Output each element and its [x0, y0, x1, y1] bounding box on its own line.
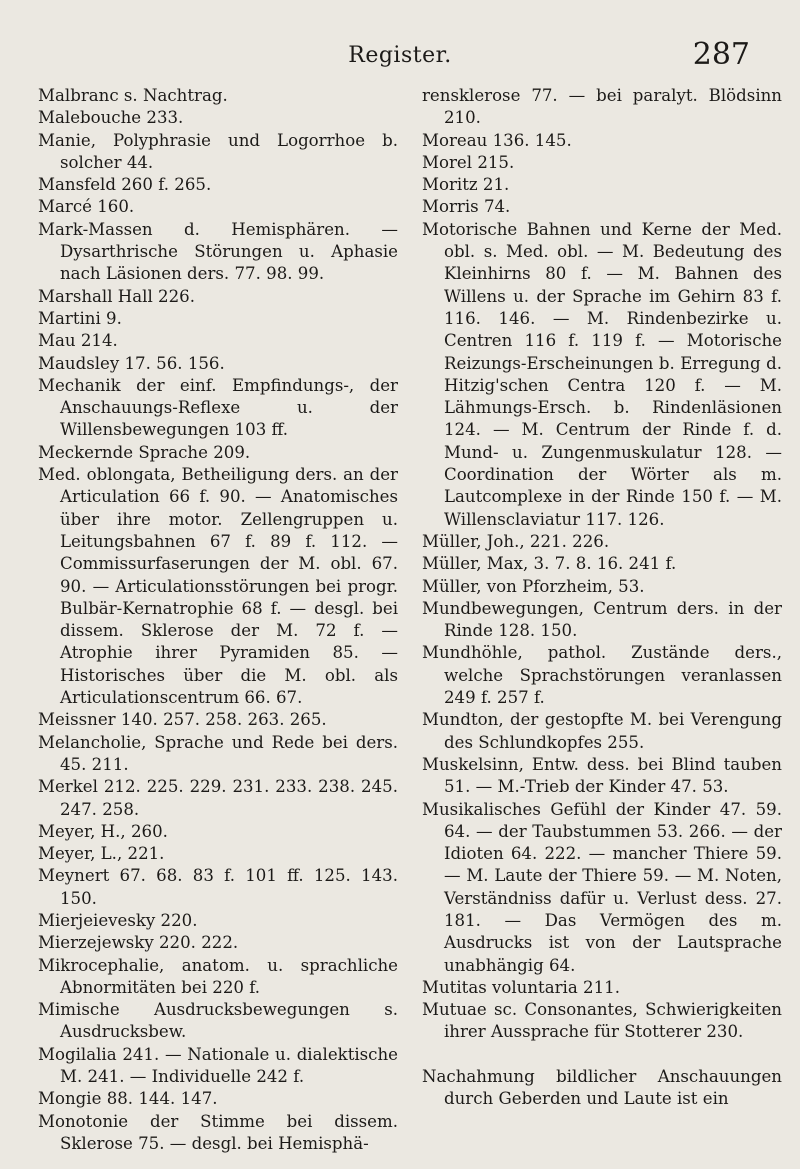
index-entry: Mansfeld 260 f. 265. — [38, 175, 212, 195]
index-entry: Mechanik der einf. Empfindungs-, der Anschauungs-Reflexe u. der Willensbewegungen 103 ff. — [38, 375, 398, 440]
index-entry: Meyer, L., 221. — [38, 844, 165, 864]
index-entry: Mimische Ausdrucksbewegungen s. Ausdrucksbew. — [38, 1000, 398, 1042]
index-entry: Mau 214. — [38, 331, 118, 351]
index-entry: Meyer, H., 260. — [38, 821, 168, 841]
index-entry: Motorische Bahnen und Kerne der Med. obl. s. Med. obl. — M. Bedeutung des Kleinhirns 80 f. — M. Bahnen des Willens u. der Sprache im Gehirn 83 f. 116. 146. — M. Rindenbezirke u. Centren 116 f. 119 f. — Motorische Reizungs-Erscheinungen b. Erregung d. Hitzig'schen Centra 120 f. — M. Lähmungs-Ersch. b. Rindenläsionen 124. — M. Centrum der Rinde f. d. Mund- u. Zungenmuskulatur 128. — Coordination der Wörter als m. Lautcomplexe in der Rinde 150 f. — M. Willensclaviatur 117. 126. — [422, 219, 782, 529]
index-entry: Mutitas voluntaria 211. — [422, 977, 620, 997]
right-column — [422, 85, 782, 1110]
left-column — [38, 85, 398, 1155]
index-entry: Müller, Max, 3. 7. 8. 16. 241 f. — [422, 554, 677, 574]
index-entry: Malbranc s. Nachtrag. — [38, 86, 228, 105]
index-entry: Malebouche 233. — [38, 108, 184, 128]
index-entry: Med. oblongata, Betheiligung ders. an der Articulation 66 f. 90. — Anatomisches über ihre motor. Zellengruppen u. Leitungsbahnen 67 f. 89 f. 112. — Commissurfaserungen der M. obl. 67. 90. — Articulationsstörungen bei progr. Bulbär-Kernatrophie 68 f. — desgl. bei dissem. Sklerose der M. 72 f. — Atrophie ihrer Pyramiden 85. — Historisches über die M. obl. als Articulationscentrum 66. 67. — [38, 465, 398, 708]
index-entry: Nachahmung bildlicher Anschauungen durch Geberden und Laute ist ein — [422, 1066, 782, 1109]
running-head: Register. — [348, 43, 452, 68]
page-number: 287 — [692, 37, 750, 72]
index-entry: Müller, von Pforzheim, 53. — [422, 576, 645, 596]
index-entry: Mikrocephalie, anatom. u. sprachliche Abnormitäten bei 220 f. — [38, 955, 398, 997]
index-entry: Morris 74. — [422, 197, 511, 217]
index-entry: Mierzejewsky 220. 222. — [38, 933, 239, 953]
index-entry: Morel 215. — [422, 152, 515, 172]
index-entry: Marcé 160. — [38, 197, 135, 217]
section-gap — [422, 1044, 782, 1066]
index-entry: Meynert 67. 68. 83 f. 101 ff. 125. 143. 150. — [38, 866, 398, 908]
index-entry: Musikalisches Gefühl der Kinder 47. 59. 64. — der Taubstummen 53. 266. — der Idioten 64. 222. — mancher Thiere 59. — M. Laute der Thiere 59. — M. Noten, Verständniss dafür u. Verlust dess. 27. 181. — Das Vermögen des m. Ausdrucks ist von der Lautsprache unabhängig 64. — [422, 799, 782, 975]
index-entry: Mundhöhle, pathol. Zustände ders., welche Sprachstörungen veranlassen 249 f. 257 f. — [422, 643, 782, 708]
index-entry: Melancholie, Sprache und Rede bei ders. 45. 211. — [38, 732, 398, 774]
index-entry: Muskelsinn, Entw. dess. bei Blind tauben 51. — M.-Trieb der Kinder 47. 53. — [422, 754, 782, 797]
index-entry: Mundbewegungen, Centrum ders. in der Rinde 128. 150. — [422, 598, 782, 641]
index-entry: Moritz 21. — [422, 175, 510, 195]
index-entry: Müller, Joh., 221. 226. — [422, 531, 610, 551]
index-entry: Mark-Massen d. Hemisphären. — Dysarthrische Störungen u. Aphasie nach Läsionen ders. 77. 98. 99. — [38, 219, 398, 284]
index-entry: Meissner 140. 257. 258. 263. 265. — [38, 710, 327, 730]
index-entry: Manie, Polyphrasie und Logorrhoe b. solcher 44. — [38, 130, 398, 172]
index-entry: Marshall Hall 226. — [38, 286, 196, 306]
index-entry: rensklerose 77. — bei paralyt. Blödsinn 210. — [422, 86, 782, 128]
index-entry: Martini 9. — [38, 308, 122, 328]
index-entry: Mierjeievesky 220. — [38, 910, 198, 930]
index-entry: Mundton, der gestopfte M. bei Verengung des Schlundkopfes 255. — [422, 710, 782, 752]
index-entry: Merkel 212. 225. 229. 231. 233. 238. 245. 247. 258. — [38, 777, 398, 819]
index-entry: Mogilalia 241. — Nationale u. dialektische M. 241. — Individuelle 242 f. — [38, 1044, 398, 1087]
index-entry: Meckernde Sprache 209. — [38, 442, 251, 462]
index-entry: Moreau 136. 145. — [422, 130, 572, 150]
index-entry: Monotonie der Stimme bei dissem. Sklerose 75. — desgl. bei Hemisphä- — [38, 1111, 398, 1153]
index-entry: Maudsley 17. 56. 156. — [38, 353, 225, 373]
index-entry: Mongie 88. 144. 147. — [38, 1089, 218, 1109]
index-entry: Mutuae sc. Consonantes, Schwierigkeiten ihrer Aussprache für Stotterer 230. — [422, 1000, 782, 1042]
